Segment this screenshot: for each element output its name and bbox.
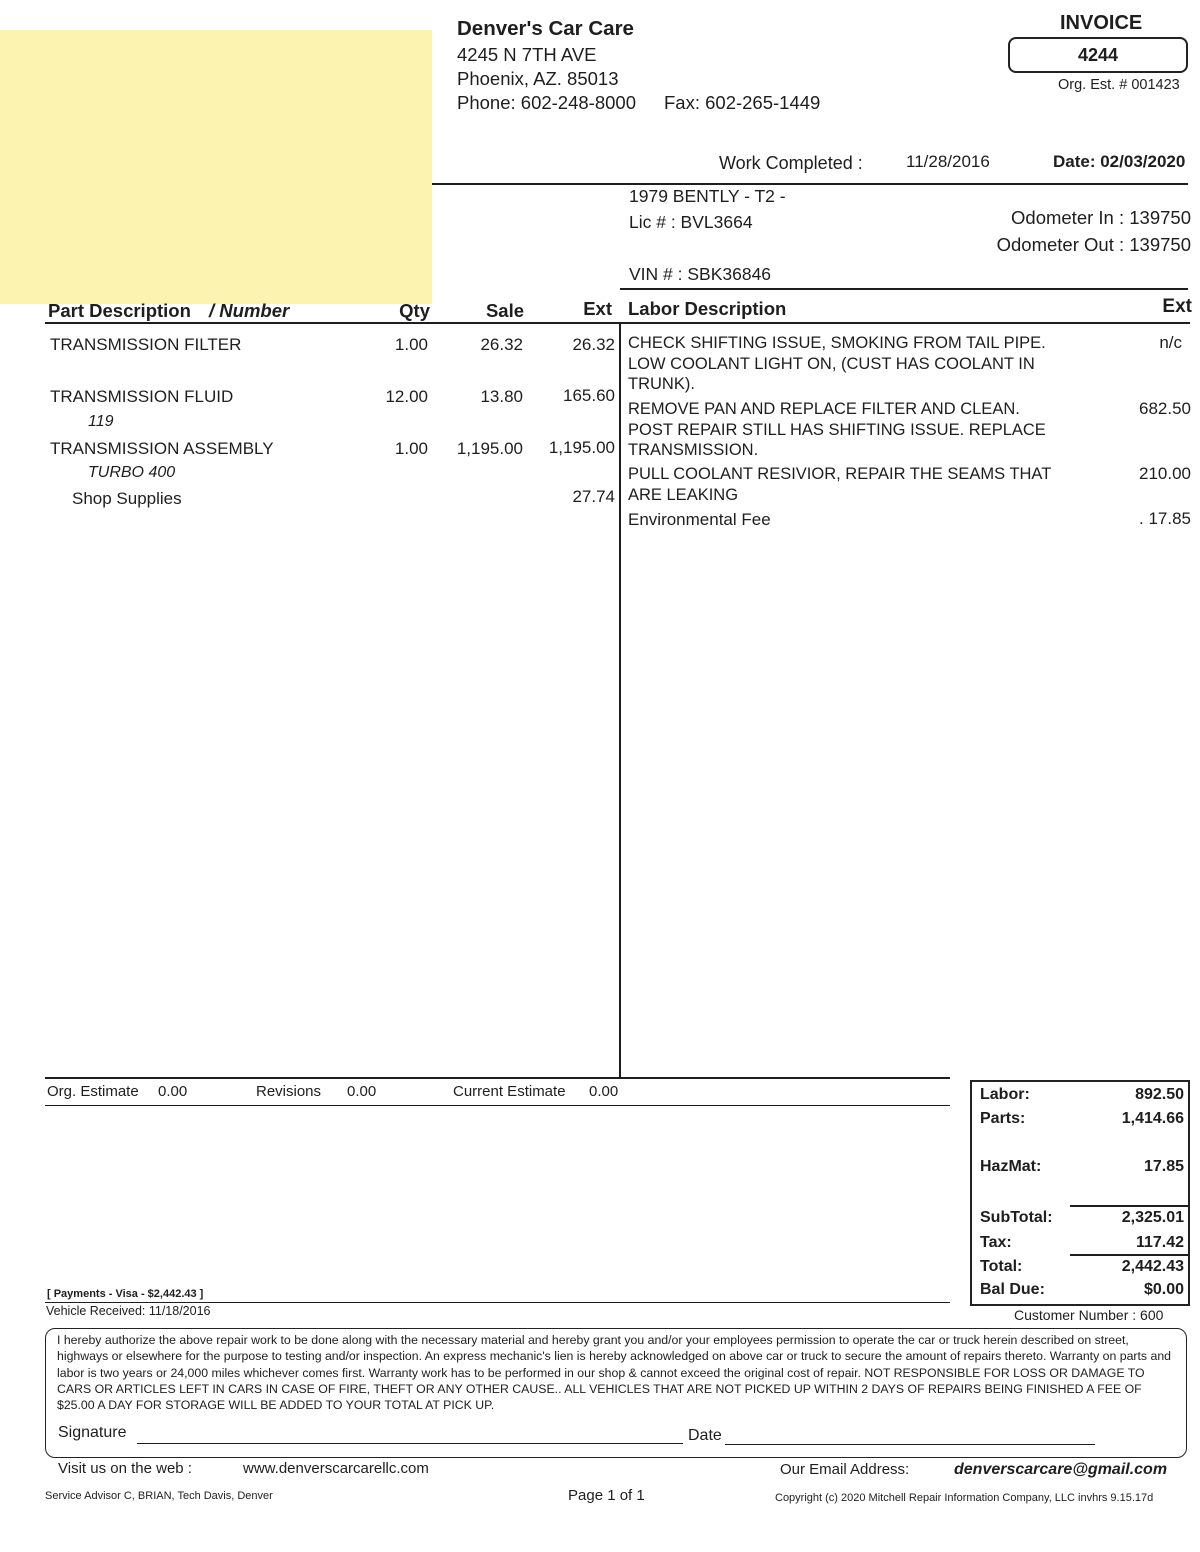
parts-total-value: 1,414.66 [1121,1110,1184,1127]
revisions-value: 0.00 [347,1083,377,1100]
page-number: Page 1 of 1 [568,1487,645,1504]
shop-address: 4245 N 7TH AVE [457,44,597,65]
labor-desc: CHECK SHIFTING ISSUE, SMOKING FROM TAIL PIPE. LOW COOLANT LIGHT ON, (CUST HAS COOLANT IN TRUNK). [628,334,1046,393]
parts-header-number: / Number [209,300,290,321]
balance-due-label: Bal Due: [980,1281,1045,1298]
vehicle-divider [620,288,1188,290]
part-sale: 1,195.00 [456,439,523,458]
column-header-divider [45,322,1190,324]
total-label: Total: [980,1258,1023,1275]
vehicle-received: Vehicle Received: 11/18/2016 [46,1304,211,1318]
parts-total-label: Parts: [980,1110,1026,1127]
subtotal-value: 2,325.01 [1121,1209,1184,1226]
shop-fax: Fax: 602-265-1449 [664,92,821,113]
part-ext: 27.74 [572,487,615,506]
part-desc: TRANSMISSION FLUID [50,387,234,406]
parts-header-qty: Qty [399,300,430,321]
shop-phone: Phone: 602-248-8000 [457,92,636,113]
part-number: 119 [88,413,114,430]
invoice-number: 4244 [1008,37,1188,73]
service-advisor: Service Advisor C, BRIAN, Tech Davis, Denver [45,1490,273,1502]
payments-divider [45,1302,950,1303]
part-desc: Shop Supplies [72,489,182,508]
labor-ext: 210.00 [1139,464,1191,483]
signature-line [137,1443,683,1444]
org-estimate-label: Org. Estimate [47,1083,139,1100]
vehicle-vin: VIN # : SBK36846 [629,264,772,284]
labor-ext: 682.50 [1139,399,1191,418]
current-estimate-label: Current Estimate [453,1083,566,1100]
part-ext: 1,195.00 [548,438,615,457]
vehicle-model: 1979 BENTLY - T2 - [629,186,786,206]
part-sale: 13.80 [480,387,523,406]
copyright: Copyright (c) 2020 Mitchell Repair Information Company, LLC invhrs 9.15.17d [775,1492,1154,1504]
part-desc: TRANSMISSION ASSEMBLY [50,439,274,458]
labor-header-ext: Ext [1162,296,1192,317]
tax-value: 117.42 [1135,1234,1184,1251]
part-ext: 165.60 [563,386,615,405]
terms-text: I hereby authorize the above repair work to be done along with the necessary material and hereby grant you and/or your employees permission to operate the car or truck herein described on street, highways or elsewhere for the purpose to testing and/or inspection. An express mechanic's lien is hereby acknowledged on above car or truck to secure the amount of repairs thereto. Warranty on parts and labor is two years or 24,000 miles whichever comes first. Warranty work has to be performed in our shop & cannot exceed the original cost of repair. NOT RESPONSIBLE FOR LOSS OR DAMAGE TO CARS OR ARTICLES LEFT IN CARS IN CASE OF FIRE, THEFT OR ANY OTHER CAUSE.. ALL VEHICLES THAT ARE NOT PICKED UP WITHIN 2 DAYS OF REPAIRS BEING FINISHED A FEE OF $25.00 A DAY FOR STORAGE WILL BE ADDED TO YOUR TOTAL AT PICK UP. [57,1333,1172,1413]
subtotal-divider [1070,1205,1188,1207]
labor-desc: Environmental Fee [628,510,771,529]
web-label: Visit us on the web : [58,1460,192,1477]
shop-name: Denver's Car Care [457,17,634,40]
hazmat-label: HazMat: [980,1158,1042,1175]
revisions-label: Revisions [256,1083,322,1100]
sticky-note-redaction [0,30,432,304]
work-completed-label: Work Completed : [719,153,863,173]
part-qty: 1.00 [394,335,428,354]
invoice-title: INVOICE [1060,12,1143,34]
invoice-date: Date: 02/03/2020 [1053,152,1186,171]
part-desc: TRANSMISSION FILTER [50,335,242,354]
part-number: TURBO 400 [88,464,176,481]
payments-note: [ Payments - Visa - $2,442.43 ] [47,1288,204,1300]
odometer-in: Odometer In : 139750 [1011,207,1191,228]
labor-total-value: 892.50 [1135,1086,1184,1103]
org-est-number: Org. Est. # 001423 [1058,77,1180,93]
parts-header-desc: Part Description [48,300,191,321]
email-label: Our Email Address: [780,1461,910,1478]
subtotal-label: SubTotal: [980,1209,1053,1226]
estimates-bottom-divider [45,1105,950,1106]
labor-desc: REMOVE PAN AND REPLACE FILTER AND CLEAN. POST REPAIR STILL HAS SHIFTING ISSUE. REPLACE TRANSMISSION. [628,400,1046,459]
part-qty: 1.00 [394,439,428,458]
odometer-out: Odometer Out : 139750 [996,234,1191,255]
current-estimate-value: 0.00 [589,1083,619,1100]
org-estimate-value: 0.00 [158,1083,188,1100]
signature-label: Signature [58,1424,127,1441]
total-divider [1070,1254,1188,1256]
website-link[interactable]: www.denverscarcarellc.com [243,1460,429,1477]
customer-number: Customer Number : 600 [1014,1307,1164,1323]
parts-header-ext: Ext [583,298,612,319]
part-ext: 26.32 [572,335,615,354]
date-line [725,1444,1095,1445]
labor-ext: n/c [1159,333,1182,352]
part-qty: 12.00 [385,387,428,406]
hazmat-value: 17.85 [1143,1158,1184,1175]
column-divider [619,322,621,1077]
shop-city: Phoenix, AZ. 85013 [457,68,619,89]
work-completed-date: 11/28/2016 [906,152,990,171]
labor-ext: . 17.85 [1139,509,1191,528]
vehicle-license: Lic # : BVL3664 [629,212,753,232]
date-label: Date [688,1427,722,1444]
tax-label: Tax: [980,1234,1012,1251]
part-sale: 26.32 [480,335,523,354]
header-divider [432,183,1188,185]
estimates-top-divider [45,1077,950,1079]
email-link[interactable]: denverscarcare@gmail.com [954,1461,1168,1478]
labor-desc: PULL COOLANT RESIVIOR, REPAIR THE SEAMS THAT ARE LEAKING [628,465,1051,504]
balance-due-value: $0.00 [1143,1281,1184,1298]
labor-header-desc: Labor Description [628,298,787,319]
labor-total-label: Labor: [980,1086,1030,1103]
parts-header-sale: Sale [485,300,524,321]
total-value: 2,442.43 [1121,1258,1184,1275]
